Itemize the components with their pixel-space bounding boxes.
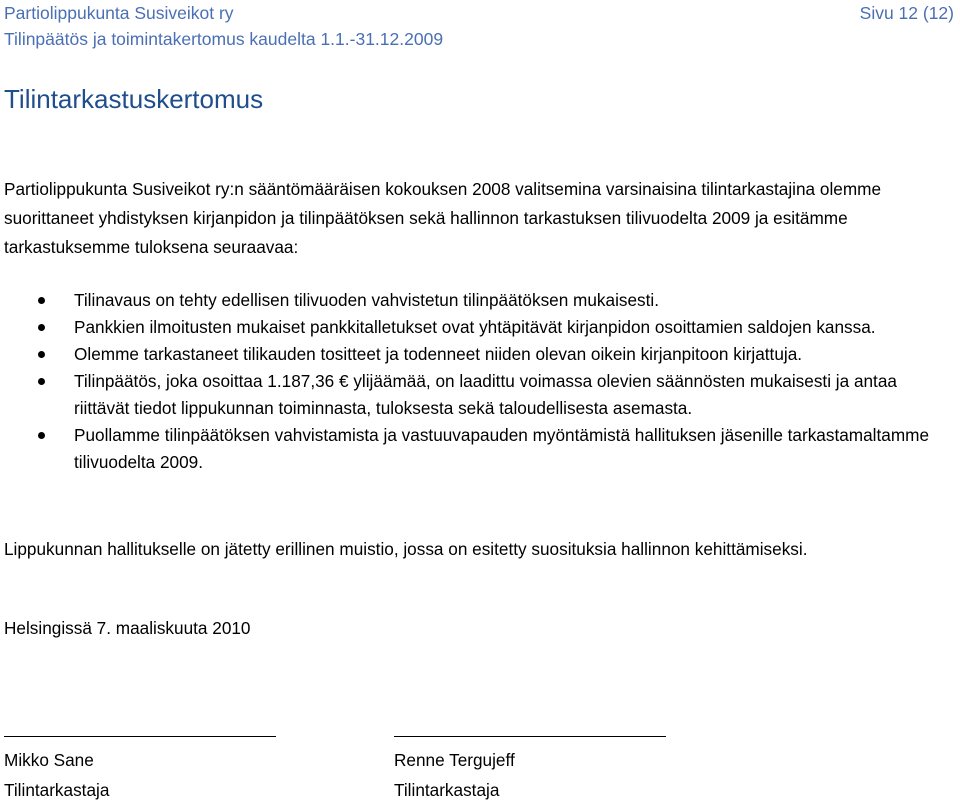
- list-item: [0, 341, 956, 368]
- list-item: [0, 287, 956, 314]
- list-item: [0, 368, 956, 422]
- signatory-role: Tilintarkastaja: [394, 780, 500, 800]
- signature-line: [394, 736, 666, 737]
- list-item-text: Tilinavaus on tehty edellisen tilivuoden vahvistetun tilinpäätöksen mukaisesti.: [74, 290, 660, 310]
- header-page-number: Sivu 12 (12): [859, 3, 954, 23]
- bullet-icon: [38, 297, 45, 304]
- signatory-role: Tilintarkastaja: [4, 780, 110, 800]
- bullet-icon: [38, 378, 45, 385]
- list-item: [0, 314, 956, 341]
- bullet-icon: [38, 324, 45, 331]
- list-item-text: Tilinpäätös, joka osoittaa 1.187,36 € ylijäämää, on laadittu voimassa olevien säännösten mukaisesti ja antaa riittävät tiedot lippukunnan toiminnasta, tuloksesta sekä taloudellisesta asemasta.: [74, 371, 897, 418]
- page-header: [0, 0, 960, 54]
- findings-list: [0, 287, 956, 476]
- list-item-text: Puollamme tilinpäätöksen vahvistamista ja vastuuvapauden myöntämistä hallituksen jäsenille tarkastamaltamme tilivuodelta 2009.: [74, 425, 930, 472]
- document-title: Tilintarkastuskertomus: [4, 84, 264, 114]
- signature-line: [4, 736, 276, 737]
- list-item-text: Pankkien ilmoitusten mukaiset pankkitalletukset ovat yhtäpitävät kirjanpidon osoittamien saldojen kanssa.: [74, 317, 876, 337]
- header-document-title: Tilinpäätös ja toimintakertomus kaudelta 1.1.-31.12.2009: [4, 29, 444, 49]
- memo-note: Lippukunnan hallitukselle on jätetty erillinen muistio, jossa on esitetty suosituksia hallinnon kehittämiseksi.: [4, 539, 808, 559]
- bullet-icon: [38, 351, 45, 358]
- signatory-name: Mikko Sane: [4, 750, 94, 770]
- bullet-icon: [38, 432, 45, 439]
- place-and-date: Helsingissä 7. maaliskuuta 2010: [4, 618, 251, 638]
- intro-paragraph: Partiolippukunta Susiveikot ry:n sääntömääräisen kokouksen 2008 valitsemina varsinaisina tilintarkastajina olemme suorittaneet yhdistyksen kirjanpidon ja tilinpäätöksen sekä hallinnon tarkastuksen tilivuodelta 2009 ja esitämme tarkastuksemme tuloksena seuraavaa:: [4, 179, 882, 257]
- header-organization: Partiolippukunta Susiveikot ry: [4, 3, 234, 23]
- list-item: [0, 422, 956, 476]
- signatory-name: Renne Tergujeff: [394, 750, 515, 770]
- list-item-text: Olemme tarkastaneet tilikauden tositteet ja todenneet niiden olevan oikein kirjanpitoon kirjattuja.: [74, 344, 803, 364]
